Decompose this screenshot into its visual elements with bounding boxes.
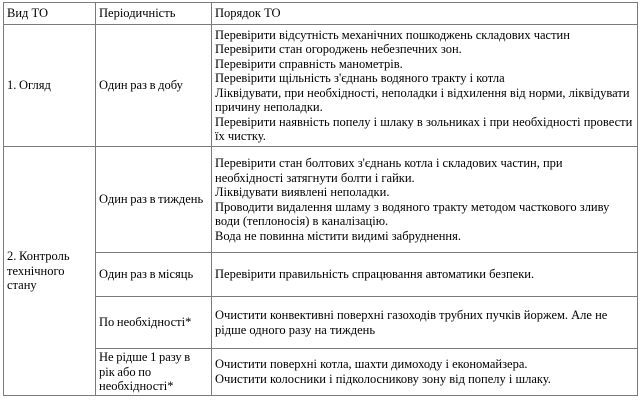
procedures-cell [212, 253, 638, 297]
header-cell-kind: Вид ТО [4, 3, 96, 25]
procedure-item: Проводити видалення шламу з водяного тракту методом часткового зливу води (теплоносія) в каналізацію. [215, 199, 610, 228]
header-cell-procedure: Порядок ТО [212, 3, 638, 25]
procedure-item: Очистити конвективні поверхні газоходів трубних пучків йоржем. Але не рідше одного разу на тиждень [215, 308, 608, 337]
procedure-item: Перевірити стан болтових з'єднань котла і складових частин, при необхідності затягнути болти і гайки. [215, 156, 563, 185]
periodicity-cell: По необхідності* [96, 297, 212, 349]
procedure-item: Очистити колосники і підколосникову зону від попелу і шлаку. [215, 371, 551, 386]
procedure-item: Ліквідувати, при необхідності, неполадки і відхилення від норми, ліквідувати причину неполадки. [215, 85, 630, 114]
maintenance-table [3, 2, 638, 396]
kind-cell: 2. Контроль технічного стану [4, 147, 96, 396]
procedure-item: Ліквідувати виявлені неполадки. [215, 185, 390, 199]
table-row-inspection [4, 25, 638, 147]
header-cell-periodicity: Періодичність [96, 3, 212, 25]
page [0, 2, 640, 402]
table-row-control-weekly [4, 147, 638, 253]
table-row-control-monthly [4, 253, 638, 297]
procedures-cell [212, 297, 638, 349]
procedures-cell [212, 147, 638, 253]
procedure-item: Перевірити відсутність механічних пошкоджень складових частин [215, 27, 570, 42]
table-row-control-yearly [4, 349, 638, 396]
procedure-item: Перевірити стан огороджень небезпечних зон. [215, 42, 462, 56]
periodicity-cell: Не рідше 1 разу в рік або по необхідності* [96, 349, 212, 396]
procedure-item: Перевірити наявність попелу і шлаку в зольниках і при необхідності провести їх чистку. [215, 114, 633, 143]
kind-cell: 1. Огляд [4, 25, 96, 147]
procedure-item: Вода не повинна містити видимі забруднення. [215, 228, 461, 243]
procedures-cell [212, 25, 638, 147]
periodicity-cell: Один раз в місяць [96, 253, 212, 297]
procedure-item: Очистити поверхні котла, шахти димоходу і економайзера. [215, 357, 528, 372]
procedures-cell [212, 349, 638, 396]
procedure-item: Перевірити щільність з'єднань водяного тракту і котла [215, 71, 505, 85]
header-row [4, 3, 638, 25]
procedure-item: Перевірити справність манометрів. [215, 56, 403, 71]
procedure-item: Перевірити правильність спрацювання автоматики безпеки. [215, 267, 535, 282]
periodicity-cell: Один раз в тиждень [96, 147, 212, 253]
periodicity-cell: Один раз в добу [96, 25, 212, 147]
table-row-control-asneeded [4, 297, 638, 349]
